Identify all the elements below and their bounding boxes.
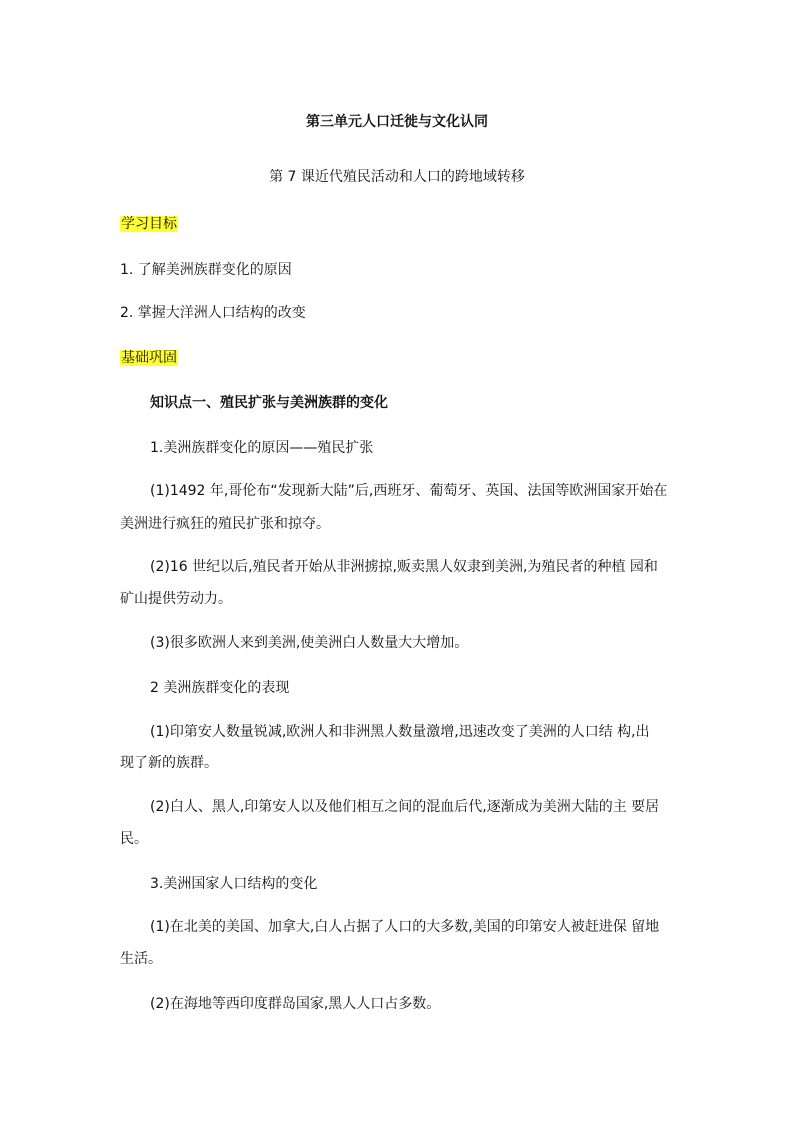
paragraph-2-line-2: 矿山提供劳动力。	[120, 591, 232, 607]
unit-title: 第三单元人口迁徙与文化认同	[306, 114, 488, 130]
paragraph-5-line-1: (2)白人、黑人,印第安人以及他们相互之间的混血后代,逐渐成为美洲大陆的主 要居	[150, 799, 660, 815]
paragraph-1-line-1: (1)1492 年,哥伦布“发现新大陆”后,西班牙、葡萄牙、英国、法国等欧洲国家开始在	[150, 483, 668, 499]
section-heading-basics-text: 基础巩固	[121, 350, 177, 366]
paragraph-6-line-2: 生活。	[120, 951, 162, 967]
goal-item-2: 2. 掌握大洋洲人口结构的改变	[120, 305, 306, 321]
paragraph-2-line-1: (2)16 世纪以后,殖民者开始从非洲掳掠,贩卖黑人奴隶到美洲,为殖民者的种植 园和	[150, 559, 658, 575]
subheading-2: 2 美洲族群变化的表现	[150, 680, 290, 696]
paragraph-6-line-1: (1)在北美的美国、加拿大,白人占据了人口的大多数,美国的印第安人被赶进保 留地	[150, 919, 660, 935]
paragraph-1-line-2: 美洲进行疯狂的殖民扩张和掠夺。	[120, 516, 330, 532]
lesson-title: 第 7 课近代殖民活动和人口的跨地域转移	[269, 169, 525, 185]
paragraph-5-line-2: 民。	[120, 831, 148, 847]
paragraph-3-line-1: (3)很多欧洲人来到美洲,使美洲白人数量大大增加。	[150, 635, 469, 651]
section-heading-goals-text: 学习目标	[121, 216, 177, 232]
section-heading-basics	[120, 350, 178, 366]
goal-item-1: 1. 了解美洲族群变化的原因	[120, 262, 292, 278]
knowledge-point-heading: 知识点一、殖民扩张与美洲族群的变化	[150, 395, 388, 411]
paragraph-4-line-2: 现了新的族群。	[120, 755, 218, 771]
paragraph-4-line-1: (1)印第安人数量锐减,欧洲人和非洲黑人数量激增,迅速改变了美洲的人口结 构,出	[150, 724, 650, 740]
section-heading-goals	[120, 216, 178, 232]
paragraph-7-line-1: (2)在海地等西印度群岛国家,黑人人口占多数。	[150, 996, 441, 1012]
subheading-3: 3.美洲国家人口结构的变化	[150, 876, 318, 892]
subheading-1: 1.美洲族群变化的原因——殖民扩张	[150, 440, 374, 456]
